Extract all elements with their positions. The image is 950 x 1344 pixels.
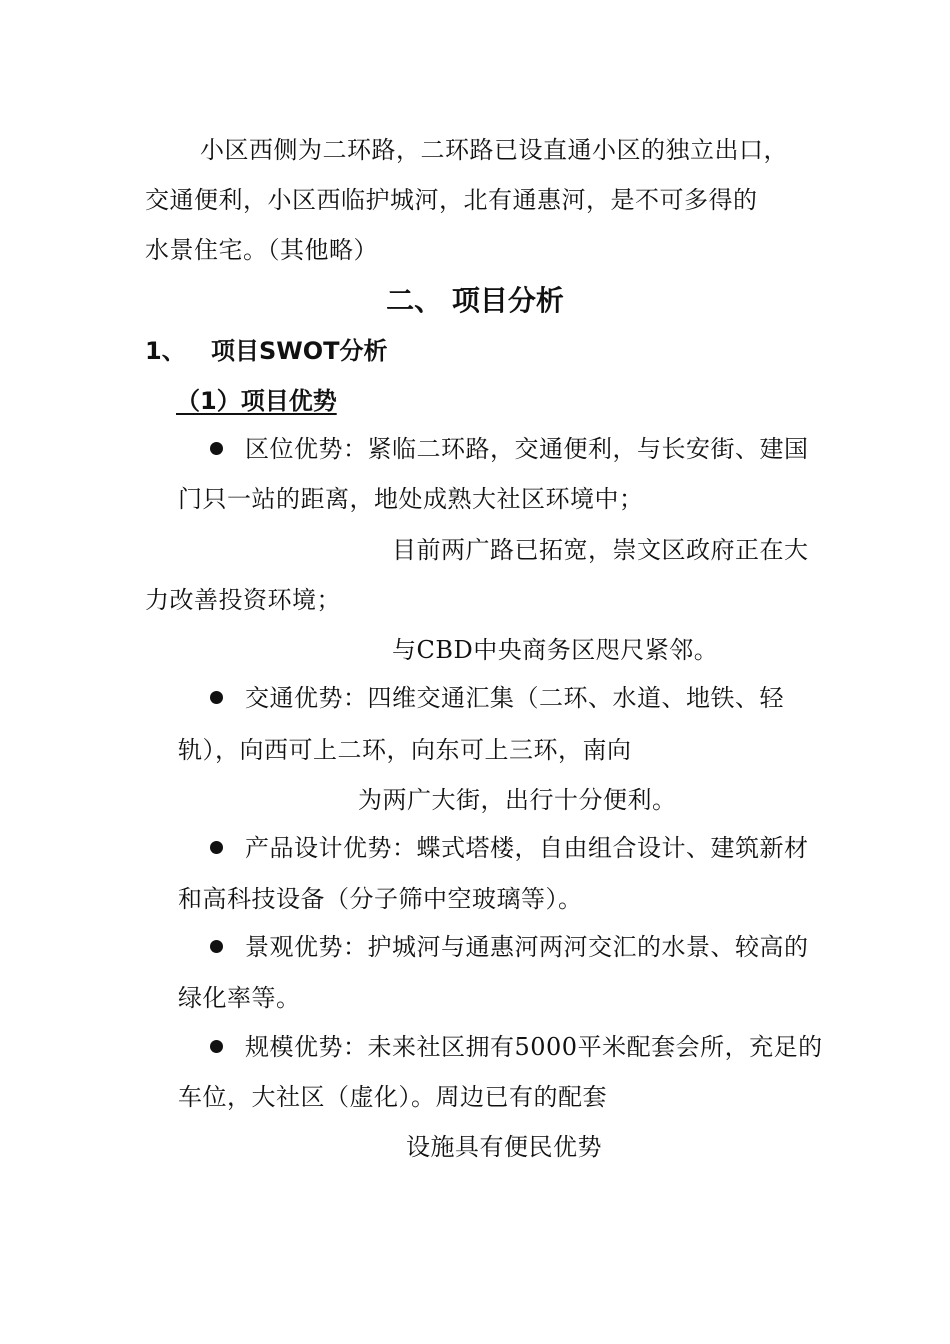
location-advantage-line-3: 目前两广路已拓宽，崇文区政府正在大 bbox=[392, 536, 809, 564]
intro-line-2: 交通便利，小区西临护城河，北有通惠河，是不可多得的 bbox=[145, 186, 758, 214]
location-advantage-line-1 bbox=[210, 433, 809, 465]
traffic-advantage-line-2: 轨），向西可上二环，向东可上三环，南向 bbox=[178, 736, 632, 764]
bullet-icon bbox=[210, 1040, 223, 1053]
traffic-advantage-line-1 bbox=[210, 682, 784, 714]
scale-advantage-text: 规模优势：未来社区拥有5000平米配套会所，充足的 bbox=[245, 1033, 823, 1061]
advantages-heading: （1）项目优势 bbox=[176, 387, 337, 415]
design-advantage-line-2: 和高科技设备（分子筛中空玻璃等）。 bbox=[178, 885, 583, 913]
bullet-icon bbox=[210, 841, 223, 854]
scale-advantage-line-3: 设施具有便民优势 bbox=[406, 1133, 602, 1161]
landscape-advantage-line-2: 绿化率等。 bbox=[178, 984, 301, 1012]
design-advantage-line-1 bbox=[210, 832, 809, 864]
traffic-advantage-text: 交通优势：四维交通汇集（二环、水道、地铁、轻 bbox=[245, 684, 784, 712]
bullet-icon bbox=[210, 442, 223, 455]
scale-advantage-line-2: 车位，大社区（虚化）。周边已有的配套 bbox=[178, 1083, 607, 1111]
subsection-number: 1、 bbox=[145, 337, 186, 365]
scale-advantage-line-1 bbox=[210, 1031, 823, 1063]
landscape-advantage-line-1 bbox=[210, 931, 809, 963]
subsection-heading bbox=[145, 335, 388, 367]
bullet-icon bbox=[210, 940, 223, 953]
section-title: 二、 项目分析 bbox=[386, 284, 564, 317]
subsection-title: 项目SWOT分析 bbox=[211, 337, 388, 365]
bullet-icon bbox=[210, 691, 223, 704]
location-advantage-line-5: 与CBD中央商务区咫尺紧邻。 bbox=[392, 636, 719, 664]
location-advantage-line-2: 门只一站的距离，地处成熟大社区环境中； bbox=[178, 485, 644, 513]
location-advantage-line-4: 力改善投资环境； bbox=[145, 586, 341, 614]
intro-line-1: 小区西侧为二环路，二环路已设直通小区的独立出口， bbox=[200, 136, 788, 164]
location-advantage-text: 区位优势：紧临二环路，交通便利，与长安街、建国 bbox=[245, 435, 809, 463]
landscape-advantage-text: 景观优势：护城河与通惠河两河交汇的水景、较高的 bbox=[245, 933, 809, 961]
intro-line-3: 水景住宅。（其他略） bbox=[145, 236, 378, 264]
traffic-advantage-line-3: 为两广大街，出行十分便利。 bbox=[358, 786, 677, 814]
design-advantage-text: 产品设计优势：蝶式塔楼，自由组合设计、建筑新材 bbox=[245, 834, 809, 862]
